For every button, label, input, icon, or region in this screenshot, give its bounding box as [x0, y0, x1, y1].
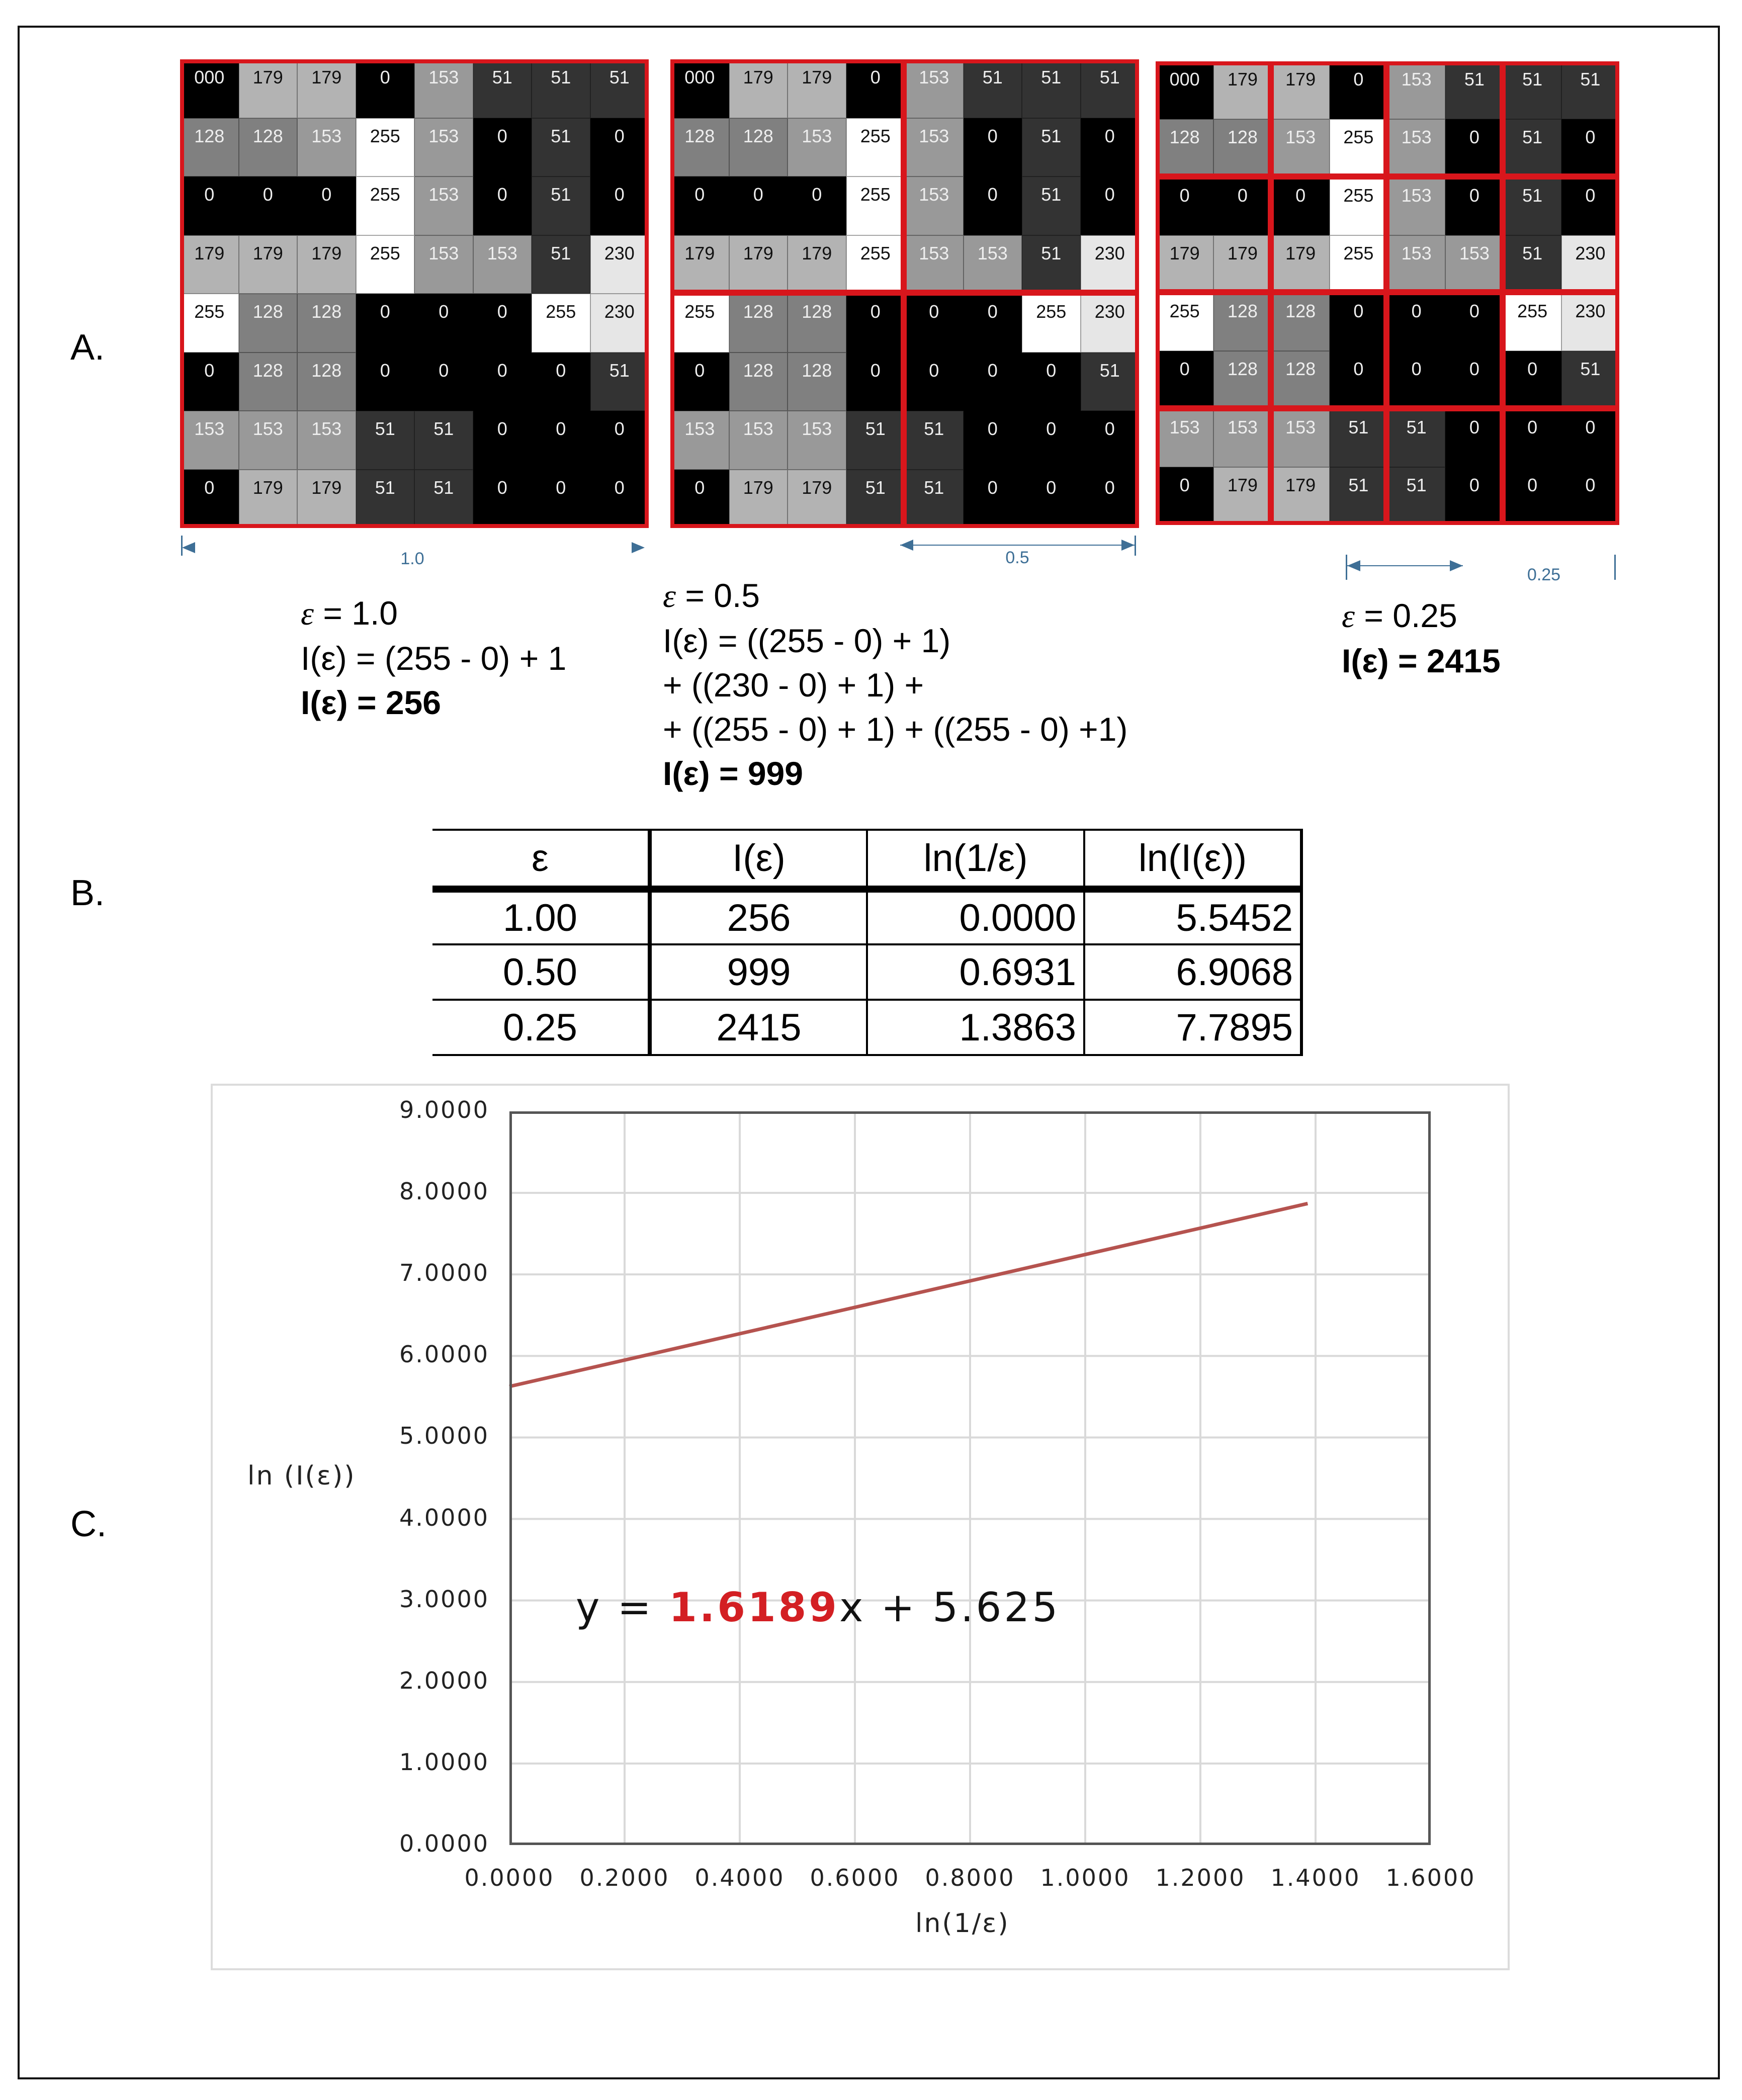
pixel-cell: 153: [1387, 61, 1445, 119]
formula-eps-0-5: ε = 0.5 I(ε) = ((255 - 0) + 1) + ((230 - 0) + 1) + + ((255 - 0) + 1) + ((255 - 0) +1) I(ε) = 999: [663, 573, 1127, 796]
pixel-cell: 51: [414, 411, 473, 470]
pixel-cell: 128: [180, 118, 239, 177]
pixel-cell: 0: [1330, 293, 1387, 351]
pixel-cell: 0: [356, 294, 415, 353]
pixel-cell: 0: [670, 177, 729, 235]
pixel-cell: 0: [1445, 178, 1503, 235]
pixel-cell: 0: [1445, 409, 1503, 467]
pixel-cell: 153: [180, 411, 239, 470]
pixel-cell: 153: [1387, 235, 1445, 293]
pixel-cell: 0: [846, 294, 905, 353]
pixel-cell: 179: [180, 235, 239, 294]
pixel-cell: 128: [788, 353, 846, 411]
pixel-cell: 51: [1561, 61, 1619, 119]
pixel-cell: 153: [239, 411, 298, 470]
pixel-cell: 51: [1561, 351, 1619, 409]
pixel-cell: 153: [297, 411, 356, 470]
pixel-cell: 51: [1022, 59, 1081, 118]
pixel-cell: 153: [1213, 409, 1271, 467]
pixel-cell: 128: [239, 353, 298, 411]
pixel-cell: 128: [1213, 293, 1271, 351]
pixel-cell: 0: [297, 177, 356, 235]
pixel-cell: 51: [590, 353, 649, 411]
pixel-cell: 128: [297, 353, 356, 411]
pixel-cell: 0: [590, 177, 649, 235]
pixel-cell: 0: [905, 294, 964, 353]
pixel-cell: 0: [670, 470, 729, 529]
section-label-c: C.: [70, 1504, 107, 1544]
pixel-cell: 179: [239, 235, 298, 294]
pixel-cell: 0: [473, 353, 532, 411]
pixel-cell: 0: [1022, 470, 1081, 529]
pixel-cell: 0: [473, 411, 532, 470]
pixel-cell: 000: [180, 59, 239, 118]
pixel-cell: 128: [729, 294, 788, 353]
pixel-cell: 0: [590, 411, 649, 470]
pixel-cell: 179: [297, 470, 356, 529]
x-tick-label: 0.8000: [925, 1864, 1015, 1891]
pixel-cell: 179: [788, 235, 846, 294]
result-eps-0-25: I(ε) = 2415: [1342, 642, 1501, 679]
table-row: 0.50 999 0.6931 6.9068: [432, 944, 1301, 1000]
pixel-cell: 51: [1387, 409, 1445, 467]
pixel-cell: 153: [788, 118, 846, 177]
pixel-cell: 51: [846, 411, 905, 470]
pixel-cell: 0: [532, 353, 590, 411]
pixel-cell: 255: [1330, 178, 1387, 235]
pixel-cell: 0: [1330, 61, 1387, 119]
y-axis-title: ln (I(ε)): [247, 1461, 356, 1491]
pixel-cell: 153: [473, 235, 532, 294]
table-row: 1.00 256 0.0000 5.5452: [432, 889, 1301, 944]
pixel-cell: 0: [414, 294, 473, 353]
pixel-cell: 0: [1081, 411, 1140, 470]
pixel-cell: 128: [1272, 293, 1330, 351]
pixel-cell: 179: [297, 235, 356, 294]
pixel-cell: 0: [1156, 467, 1213, 525]
pixel-cell: 51: [1022, 235, 1081, 294]
pixel-cell: 255: [1330, 119, 1387, 177]
pixel-cell: 179: [297, 59, 356, 118]
pixel-cell: 51: [1081, 59, 1140, 118]
pixel-cell: 000: [1156, 61, 1213, 119]
formula-eps-1: ε = 1.0 I(ε) = (255 - 0) + 1 I(ε) = 256: [301, 591, 566, 725]
pixel-cell: 0: [1387, 351, 1445, 409]
pixel-cell: 153: [1272, 409, 1330, 467]
pixel-cell: 51: [1387, 467, 1445, 525]
pixel-cell: 0: [1272, 178, 1330, 235]
pixel-cell: 153: [1272, 119, 1330, 177]
pixel-cell: 153: [1445, 235, 1503, 293]
x-axis-title: ln(1/ε): [915, 1908, 1010, 1939]
pixel-cell: 0: [1156, 178, 1213, 235]
x-tick-label: 1.6000: [1385, 1864, 1476, 1891]
y-tick-label: 8.0000: [399, 1178, 489, 1205]
pixel-cell: 255: [532, 294, 590, 353]
formula-eps-0-25: ε = 0.25 I(ε) = 2415: [1342, 593, 1501, 683]
pixel-cell: 179: [788, 59, 846, 118]
pixel-cell: 179: [1213, 61, 1271, 119]
pixel-cell: 0: [356, 59, 415, 118]
pixel-cell: 153: [414, 177, 473, 235]
table-row: 0.25 2415 1.3863 7.7895: [432, 1000, 1301, 1055]
pixel-cell: 51: [1504, 178, 1561, 235]
pixel-cell: 51: [1330, 467, 1387, 525]
pixel-cell: 128: [1156, 119, 1213, 177]
pixel-cell: 51: [846, 470, 905, 529]
pixel-cell: 0: [473, 118, 532, 177]
pixel-cell: 0: [964, 294, 1022, 353]
pixel-cell: 0: [1445, 467, 1503, 525]
pixel-cell: 128: [239, 118, 298, 177]
pixel-cell: 153: [670, 411, 729, 470]
pixel-cell: 0: [1445, 351, 1503, 409]
pixel-cell: 153: [729, 411, 788, 470]
pixel-cell: 179: [670, 235, 729, 294]
pixel-cell: 0: [964, 470, 1022, 529]
pixel-cell: 51: [532, 235, 590, 294]
pixel-cell: 230: [590, 294, 649, 353]
pixel-cell: 0: [1561, 119, 1619, 177]
pixel-cell: 0: [1504, 409, 1561, 467]
y-tick-label: 2.0000: [399, 1667, 489, 1694]
pixel-cell: 230: [590, 235, 649, 294]
pixel-cell: 000: [670, 59, 729, 118]
pixel-cell: 0: [1561, 409, 1619, 467]
pixel-cell: 255: [1330, 235, 1387, 293]
x-tick-label: 1.2000: [1155, 1864, 1246, 1891]
section-label-b: B.: [70, 873, 105, 913]
pixel-cell: 179: [1272, 467, 1330, 525]
pixel-cell: 128: [788, 294, 846, 353]
y-tick-label: 4.0000: [399, 1504, 489, 1531]
pixel-cell: 0: [473, 294, 532, 353]
pixel-cell: 0: [846, 353, 905, 411]
y-tick-label: 7.0000: [399, 1259, 489, 1287]
pixel-cell: 0: [1213, 178, 1271, 235]
y-tick-label: 3.0000: [399, 1585, 489, 1613]
x-tick-label: 1.4000: [1270, 1864, 1361, 1891]
pixel-cell: 0: [905, 353, 964, 411]
pixel-cell: 0: [964, 353, 1022, 411]
slope-value: 1.6189: [669, 1584, 839, 1631]
pixel-cell: 153: [414, 59, 473, 118]
pixel-cell: 128: [1213, 119, 1271, 177]
pixel-cell: 0: [532, 470, 590, 529]
pixel-cell: 153: [1387, 119, 1445, 177]
pixel-cell: 51: [905, 411, 964, 470]
pixel-cell: 0: [1330, 351, 1387, 409]
pixel-cell: 255: [356, 235, 415, 294]
pixel-cell: 51: [964, 59, 1022, 118]
pixel-cell: 128: [729, 118, 788, 177]
pixel-cell: 0: [1081, 177, 1140, 235]
pixel-cell: 0: [1081, 470, 1140, 529]
pixel-cell: 51: [1330, 409, 1387, 467]
pixel-cell: 51: [590, 59, 649, 118]
pixel-cell: 0: [180, 177, 239, 235]
pixel-cell: 51: [1445, 61, 1503, 119]
pixel-cell: 51: [905, 470, 964, 529]
pixel-cell: 230: [1081, 235, 1140, 294]
y-tick-label: 0.0000: [399, 1830, 489, 1857]
pixel-cell: 0: [1445, 293, 1503, 351]
box-size-label: 0.5: [1005, 548, 1029, 567]
y-tick-label: 1.0000: [399, 1748, 489, 1776]
header-i-eps: I(ε): [650, 830, 867, 889]
pixel-cell: 255: [1022, 294, 1081, 353]
pixel-cell: 179: [1213, 235, 1271, 293]
pixel-cell: 0: [414, 353, 473, 411]
pixel-cell: 0: [180, 470, 239, 529]
pixel-cell: 153: [788, 411, 846, 470]
pixel-cell: 128: [729, 353, 788, 411]
pixel-cell: 0: [532, 411, 590, 470]
header-ln-i-eps: ln(I(ε)): [1084, 830, 1301, 889]
pixel-cell: 153: [1156, 409, 1213, 467]
pixel-cell: 51: [414, 470, 473, 529]
header-ln-inv-eps: ln(1/ε): [867, 830, 1084, 889]
pixel-cell: 0: [729, 177, 788, 235]
pixel-cell: 0: [473, 177, 532, 235]
pixel-cell: 0: [1081, 118, 1140, 177]
pixel-cell: 255: [846, 118, 905, 177]
pixel-cell: 179: [1213, 467, 1271, 525]
pixel-cell: 128: [239, 294, 298, 353]
pixel-cell: 0: [1387, 293, 1445, 351]
regression-equation: y = 1.6189x + 5.625: [576, 1584, 1061, 1631]
pixel-cell: 255: [670, 294, 729, 353]
pixel-cell: 153: [1387, 178, 1445, 235]
pixel-cell: 0: [964, 118, 1022, 177]
pixel-cell: 0: [1022, 411, 1081, 470]
pixel-cell: 51: [532, 118, 590, 177]
pixel-cell: 255: [180, 294, 239, 353]
pixel-cell: 230: [1081, 294, 1140, 353]
pixel-cell: 153: [414, 235, 473, 294]
pixel-cell: 0: [964, 177, 1022, 235]
result-eps-0-5: I(ε) = 999: [663, 755, 803, 792]
pixel-cell: 128: [1213, 351, 1271, 409]
section-label-a: A.: [70, 327, 105, 368]
pixel-cell: 51: [1504, 61, 1561, 119]
pixel-cell: 255: [1156, 293, 1213, 351]
pixel-cell: 51: [1022, 177, 1081, 235]
pixel-cell: 0: [239, 177, 298, 235]
plot-area: [509, 1111, 1431, 1845]
pixel-cell: 179: [729, 470, 788, 529]
pixel-cell: 0: [1504, 351, 1561, 409]
pixel-cell: 153: [905, 235, 964, 294]
pixel-cell: 0: [964, 411, 1022, 470]
result-eps-1: I(ε) = 256: [301, 684, 441, 721]
pixel-cell: 153: [905, 118, 964, 177]
pixel-cell: 179: [1272, 235, 1330, 293]
pixel-cell: 230: [1561, 235, 1619, 293]
pixel-cell: 51: [1504, 235, 1561, 293]
pixel-cell: 51: [1081, 353, 1140, 411]
pixel-cell: 153: [905, 59, 964, 118]
pixel-cell: 51: [473, 59, 532, 118]
pixel-cell: 0: [590, 470, 649, 529]
pixel-cell: 51: [356, 470, 415, 529]
pixel-cell: 0: [1561, 178, 1619, 235]
y-tick-label: 9.0000: [399, 1096, 489, 1123]
pixel-cell: 153: [414, 118, 473, 177]
y-tick-label: 6.0000: [399, 1341, 489, 1368]
pixel-cell: 51: [532, 177, 590, 235]
pixel-cell: 255: [846, 235, 905, 294]
pixel-cell: 0: [670, 353, 729, 411]
pixel-cell: 0: [846, 59, 905, 118]
pixel-cell: 255: [846, 177, 905, 235]
pixel-cell: 179: [729, 235, 788, 294]
pixel-cell: 0: [356, 353, 415, 411]
pixel-cell: 51: [356, 411, 415, 470]
pixel-cell: 255: [356, 118, 415, 177]
pixel-cell: 0: [180, 353, 239, 411]
x-tick-label: 1.0000: [1040, 1864, 1130, 1891]
pixel-cell: 51: [1504, 119, 1561, 177]
box-size-label: 1.0: [400, 549, 424, 568]
pixel-cell: 51: [532, 59, 590, 118]
box-size-label: 0.25: [1527, 565, 1561, 584]
x-tick-label: 0.2000: [579, 1864, 670, 1891]
pixel-cell: 0: [1156, 351, 1213, 409]
pixel-cell: 179: [788, 470, 846, 529]
x-tick-label: 0.4000: [694, 1864, 785, 1891]
x-tick-label: 0.0000: [464, 1864, 555, 1891]
pixel-cell: 0: [473, 470, 532, 529]
pixel-cell: 0: [788, 177, 846, 235]
pixel-cell: 0: [1022, 353, 1081, 411]
y-tick-label: 5.0000: [399, 1422, 489, 1450]
pixel-cell: 51: [1022, 118, 1081, 177]
pixel-cell: 128: [1272, 351, 1330, 409]
pixel-cell: 128: [670, 118, 729, 177]
pixel-cell: 179: [1156, 235, 1213, 293]
pixel-cell: 179: [729, 59, 788, 118]
pixel-cell: 153: [905, 177, 964, 235]
pixel-cell: 179: [239, 470, 298, 529]
pixel-cell: 0: [1561, 467, 1619, 525]
pixel-cell: 153: [964, 235, 1022, 294]
pixel-cell: 255: [1504, 293, 1561, 351]
pixel-cell: 179: [1272, 61, 1330, 119]
x-tick-label: 0.6000: [810, 1864, 900, 1891]
pixel-cell: 128: [297, 294, 356, 353]
pixel-cell: 0: [590, 118, 649, 177]
header-eps: ε: [432, 830, 650, 889]
pixel-cell: 0: [1504, 467, 1561, 525]
pixel-cell: 0: [1445, 119, 1503, 177]
pixel-cell: 153: [297, 118, 356, 177]
pixel-cell: 255: [356, 177, 415, 235]
pixel-cell: 230: [1561, 293, 1619, 351]
pixel-cell: 179: [239, 59, 298, 118]
